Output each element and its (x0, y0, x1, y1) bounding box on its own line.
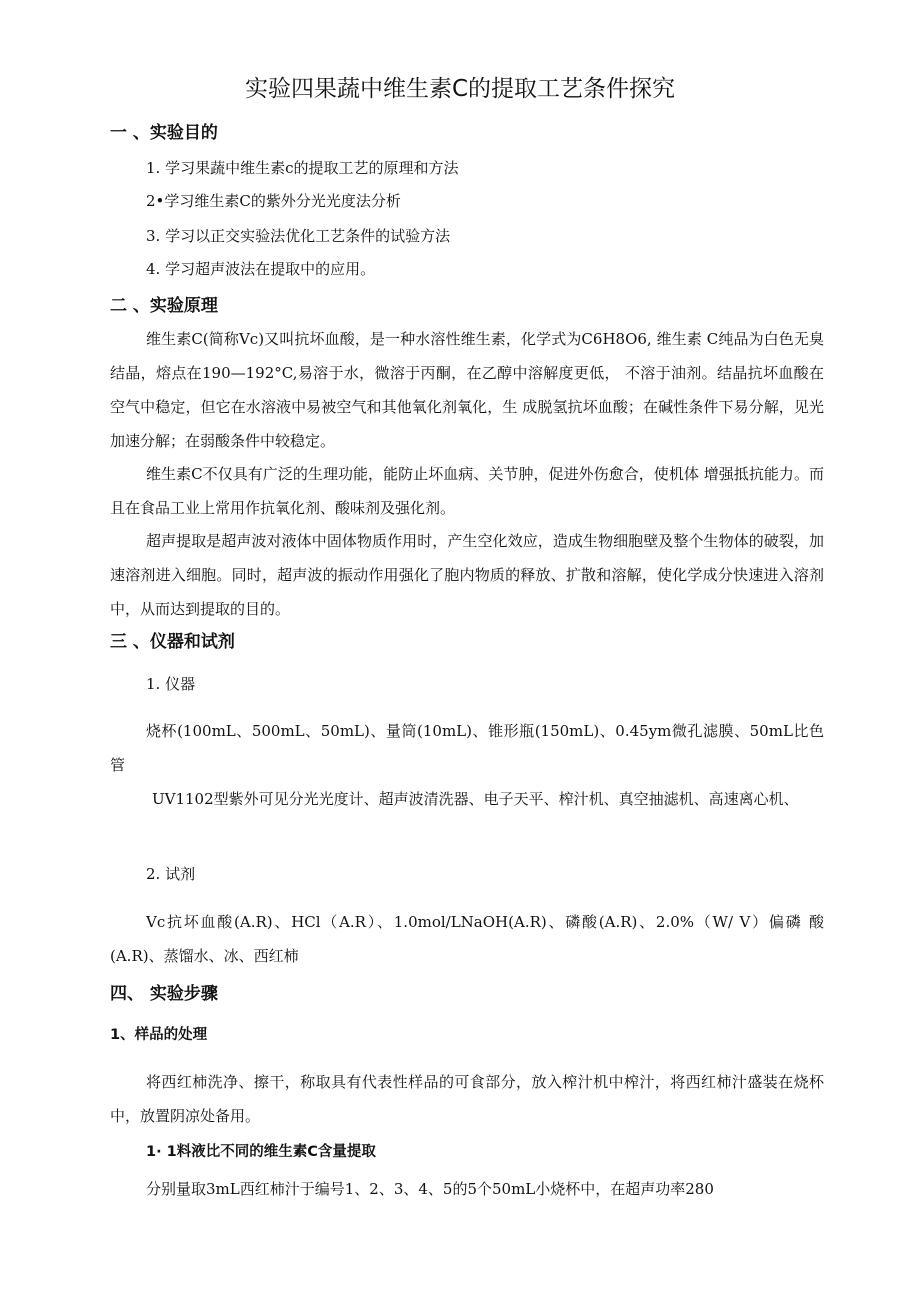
principle-paragraph: 超声提取是超声波对液体中固体物质作用时，产生空化效应，造成生物细胞壁及整个生物体的破裂，加速溶剂进入细胞。同时，超声波的振动作用强化了胞内物质的释放、扩散和溶解，使化学成分快速进入溶剂中，从而达到提取的目的。 (110, 532, 824, 618)
principle-paragraph: 维生素C不仅具有广泛的生理功能，能防止坏血病、关节肿，促进外伤愈合，使机体 增强抵抗能力。而且在食品工业上常用作抗氧化剂、酸味剂及强化剂。 (110, 465, 824, 517)
substep-paragraph: 分别量取3mL西红柿汁于编号1、2、3、4、5的5个50mL小烧杯中，在超声功率280 (146, 1180, 714, 1198)
reagents-list: Vc抗坏血酸(A.R)、HCl（A.R）、1.0mol/LNaOH(A.R)、磷酸(A.R)、2.0%（W/ V）偏磷 酸(A.R)、蒸馏水、冰、西红柿 (110, 913, 824, 965)
principle-paragraph: 维生素C(简称Vc)又叫抗坏血酸，是一种水溶性维生素，化学式为C6H8O6, 维生素 C纯品为白色无臭结晶，熔点在190—192°C,易溶于水，微溶于丙酮，在乙醇中溶解度更低， 不溶于油剂。结晶抗坏血酸在空气中稳定，但它在水溶液中易被空气和其他氧化剂氧化，生 成脱氢抗坏血酸；在碱性条件下易分解，见光加速分解；在弱酸条件中较稳定。 (110, 330, 824, 450)
purpose-item: 2•学习维生素C的紫外分光光度法分析 (146, 192, 401, 210)
instruments-list: 烧杯(100mL、500mL、50mL)、量筒(10mL)、锥形瓶(150mL)、0.45ym微孔滤膜、50mL比色管 (110, 722, 824, 774)
section-heading-procedure: 四、 实验步骤 (110, 984, 218, 1004)
document-title: 实验四果蔬中维生素C的提取工艺条件探究 (244, 76, 676, 102)
reagents-label: 2. 试剂 (146, 865, 196, 883)
step-heading: 1、样品的处理 (110, 1027, 208, 1043)
purpose-item: 3. 学习以正交实验法优化工艺条件的试验方法 (146, 227, 451, 245)
instruments-label: 1. 仪器 (146, 675, 196, 693)
step-paragraph: 将西红柿洗净、擦干，称取具有代表性样品的可食部分，放入榨汁机中榨汁，将西红柿汁盛装在烧杯中，放置阴凉处备用。 (110, 1073, 824, 1125)
section-heading-instruments: 三 、仪器和试剂 (110, 632, 235, 652)
substep-heading: 1· 1料液比不同的维生素C含量提取 (146, 1144, 376, 1160)
purpose-item: 1. 学习果蔬中维生素c的提取工艺的原理和方法 (146, 159, 459, 177)
instruments-list: UV1102型紫外可见分光光度计、超声波清洗器、电子天平、榨汁机、真空抽滤机、高速离心机、 (152, 790, 799, 808)
section-heading-purpose: 一 、实验目的 (110, 123, 218, 143)
purpose-item: 4. 学习超声波法在提取中的应用。 (146, 260, 376, 278)
section-heading-principle: 二 、实验原理 (110, 296, 218, 316)
